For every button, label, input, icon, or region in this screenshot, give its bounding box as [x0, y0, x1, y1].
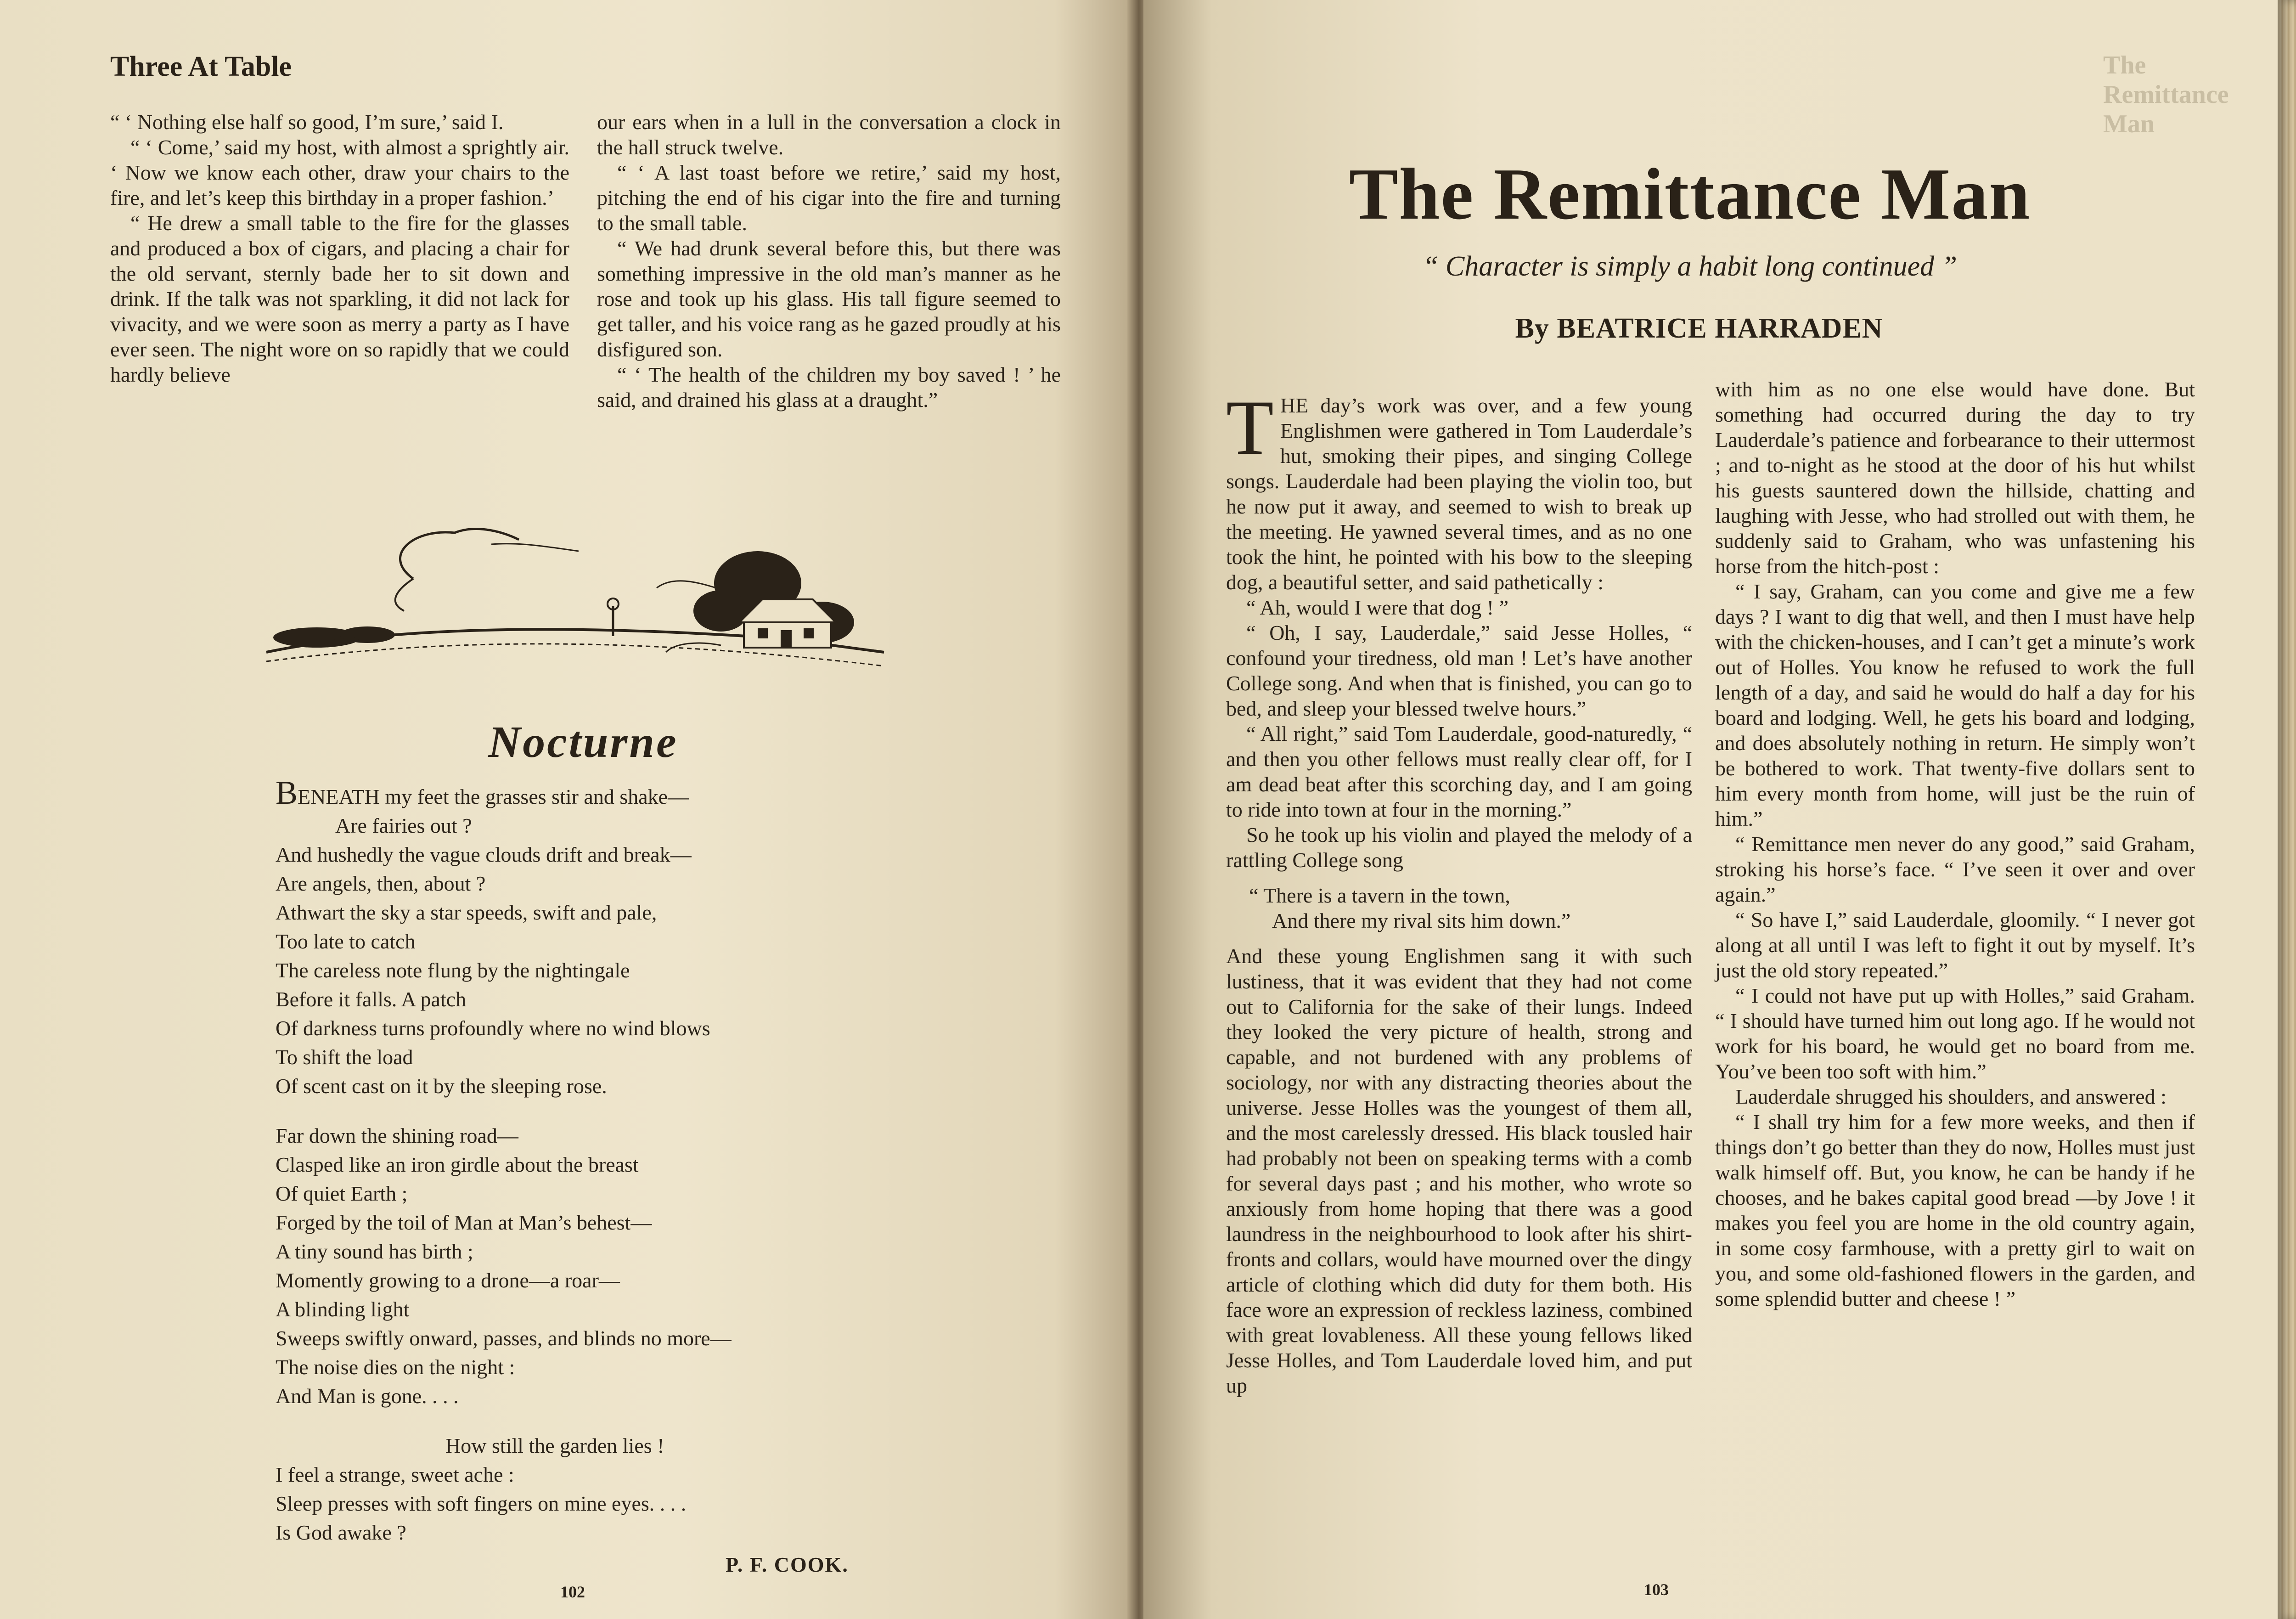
poem-line: Before it falls. A patch [276, 987, 467, 1011]
poem-line: Far down the shining road— [276, 1124, 518, 1147]
story-paragraph: “ Ah, would I were that dog ! ” [1246, 596, 1509, 619]
poem-line: I feel a strange, sweet ache : [276, 1463, 514, 1486]
story-paragraph: “ Remittance men never do any good,” said Graham, stroking his horse’s face. “ I’ve seen it over and over again.” [1715, 832, 2195, 906]
story-paragraph: our ears when in a lull in the conversation a clock in the hall struck twelve. [597, 110, 1061, 159]
poem-first-line: ENEATH my feet the grasses stir and shake— [298, 785, 689, 808]
poem-line: Momently growing to a drone—a roar— [276, 1269, 620, 1292]
story-paragraph: “ I could not have put up with Holles,” said Graham. “ I should have turned him out long ago. If he would not work for his board, he would get no board from me. You’ve been too soft with him.” [1715, 984, 2195, 1083]
poem-line: To shift the load [276, 1045, 413, 1069]
poem-line: And Man is gone. . . . [276, 1384, 459, 1408]
story-column-2 [597, 109, 1061, 412]
poem-line: Forged by the toil of Man at Man’s behest— [276, 1211, 652, 1234]
poem-body [276, 774, 909, 1547]
poem-line: Athwart the sky a star speeds, swift and pale, [276, 901, 657, 924]
story-paragraph: And these young Englishmen sang it with such lustiness, that it was evident that they had not come out to California for the sake of their lungs. Indeed they looked the very picture of health, strong and capable, and not burdened with any problems of sociology, nor with any distracting theories about the universe. Jesse Holles was the youngest of them all, and the most carelessly dressed. His black tousled hair had probably not been on speaking terms with a comb for several days past ; and his mother, who wrote so anxiously from home hoping that there was a good laundress in the neighbourhood to look after his shirt-fronts and collars, would have mourned over the dingy article of clothing which did duty for them both. His face wore an expression of reckless laziness, combined with great lovableness. All these young fellows liked Jesse Holles, and Tom Lauderdale loved him, and put up [1226, 944, 1692, 1397]
stanza-break [276, 1410, 909, 1431]
verse-line: “ There is a tavern in the town, [1249, 884, 1510, 907]
story-subtitle: “ Character is simply a habit long continued ” [1422, 251, 1958, 282]
story-column-right-1 [1226, 384, 1692, 1398]
story-paragraph: “ ‘ A last toast before we retire,’ said my host, pitching the end of his cigar into the fire and turning to the small table. [597, 161, 1061, 235]
page-number-left: 102 [560, 1583, 585, 1601]
poem-line: The careless note flung by the nightingale [276, 959, 630, 982]
story-title: The Remittance Man [1349, 153, 2031, 235]
poem-author: P. F. COOK. [726, 1553, 849, 1576]
poem-line: A tiny sound has birth ; [276, 1240, 473, 1263]
poem-line [276, 774, 909, 811]
story-paragraph: with him as no one else would have done. But something had occurred during the day to try Lauderdale’s patience and forbearance to their uttermost ; and to-night as he stood at the door of his hut whilst his guests sauntered down the hillside, chatting and laughing with Jesse, who had strolled out with them, he suddenly said to Graham, who was unfastening his horse from the hitch-post : [1715, 378, 2195, 578]
story-paragraph: So he took up his violin and played the melody of a rattling College song [1226, 823, 1692, 872]
story-paragraph: “ We had drunk several before this, but there was something impressive in the old man’s manner as he rose and took up his glass. His tall figure seemed to get taller, and his voice rang as he gazed proudly at his disfigured son. [597, 237, 1061, 361]
story-paragraph: “ Oh, I say, Lauderdale,” said Jesse Holles, “ confound your tiredness, old man ! Let’s have another College song. And when that is finished, you can go to bed, and sleep your blessed twelve hours.” [1226, 621, 1692, 720]
poem-line: How still the garden lies ! [445, 1434, 664, 1457]
story-paragraph: “ I say, Graham, can you come and give me a few days ? I want to dig that well, and then I must have help with the chicken-houses, and I can’t get a minute’s work out of Holles. You know he refused to work the full length of a day, and said he would do half a day for his board and lodging. Well, he gets his board and lodging, and does absolutely nothing in return. He simply won’t be bothered to work. That twenty-five dollars sent to him every month from home, will just be the ruin of him.” [1715, 580, 2195, 830]
poem-line: The noise dies on the night : [276, 1355, 515, 1379]
story-paragraph: Lauderdale shrugged his shoulders, and answered : [1735, 1085, 2167, 1108]
poem-line: And hushedly the vague clouds drift and break— [276, 843, 692, 866]
story-paragraph: “ I shall try him for a few more weeks, and then if things don’t go better than they do now, Holles must just walk himself off. But, you know, he can be handy if he chooses, and he bakes capital good bread —by Jove ! it makes you feel you are home in the old country again, in some cosy farmhouse, with a pretty girl to wait on you, and some old-fashioned flowers in the garden, and some splendid butter and cheese ! ” [1715, 1110, 2195, 1310]
poem-line: Is God awake ? [276, 1521, 406, 1544]
running-head-right-show-through: The Remittance Man [2103, 51, 2229, 138]
poem-line: Too late to catch [276, 930, 416, 953]
song-verse [1249, 883, 1692, 933]
poem-line: Of darkness turns profoundly where no wind blows [276, 1016, 710, 1040]
book-page-edges [2278, 0, 2296, 1619]
poem-line: A blinding light [276, 1297, 410, 1321]
page-number-right: 103 [1644, 1580, 1669, 1599]
poem-line: Sweeps swiftly onward, passes, and blinds no more— [276, 1326, 732, 1350]
poem-line: Are fairies out ? [335, 814, 472, 837]
story-column-1 [110, 109, 569, 387]
landscape-illustration [262, 514, 891, 689]
left-page [0, 0, 1134, 1619]
story-paragraph [1226, 384, 1692, 595]
drop-cap: T [1226, 384, 1274, 471]
poem-line: Of scent cast on it by the sleeping rose. [276, 1074, 607, 1098]
poem-title: Nocturne [488, 717, 678, 767]
story-column-right-2 [1715, 377, 2195, 1311]
story-paragraph: “ He drew a small table to the fire for the glasses and produced a box of cigars, and placing a chair for the old servant, sternly bade her to sit down and drink. If the talk was not sparkling, it did not lack for vivacity, and we were soon as merry a party as I have ever seen. The night wore on so rapidly that we could hardly believe [110, 211, 569, 386]
story-paragraph: “ ‘ The health of the children my boy saved ! ’ he said, and drained his glass at a draught.” [597, 363, 1061, 412]
stanza-break [276, 1100, 909, 1121]
poem-line: Of quiet Earth ; [276, 1182, 408, 1205]
story-paragraph: “ ‘ Come,’ said my host, with almost a sprightly air. ‘ Now we know each other, draw your chairs to the fire, and let’s keep this birthday in a proper fashion.’ [110, 135, 569, 209]
story-paragraph: “ So have I,” said Lauderdale, gloomily. “ I never got along at all until I was left to fight it out by myself. It’s just the old story repeated.” [1715, 908, 2195, 982]
poem-line: Sleep presses with soft fingers on mine eyes. . . . [276, 1492, 687, 1515]
poem-line: Are angels, then, about ? [276, 872, 486, 895]
story-paragraph: “ All right,” said Tom Lauderdale, good-naturedly, “ and then you other fellows must really clear off, for I am dead beat after this scorching day, and I am going to ride into town at four in the morning.” [1226, 722, 1692, 821]
story-paragraph: “ ‘ Nothing else half so good, I’m sure,’ said I. [110, 110, 504, 134]
story-byline: By BEATRICE HARRADEN [1515, 313, 1883, 344]
verse-line: And there my rival sits him down.” [1272, 909, 1571, 932]
poem-drop-cap: B [276, 774, 298, 811]
story-paragraph-text: HE day’s work was over, and a few young Englishmen were gathered in Tom Lauderdale’s hut, smoking their pipes, and singing College songs. Lauderdale had been playing the violin too, but he now put it away, and seemed to wish to break up the meeting. He yawned several times, and as no one took the hint, he pointed with his bow to the sleeping dog, a beautiful setter, and said pathetically : [1226, 394, 1692, 594]
running-head-left: Three At Table [110, 51, 292, 82]
poem-line: Clasped like an iron girdle about the breast [276, 1153, 639, 1176]
